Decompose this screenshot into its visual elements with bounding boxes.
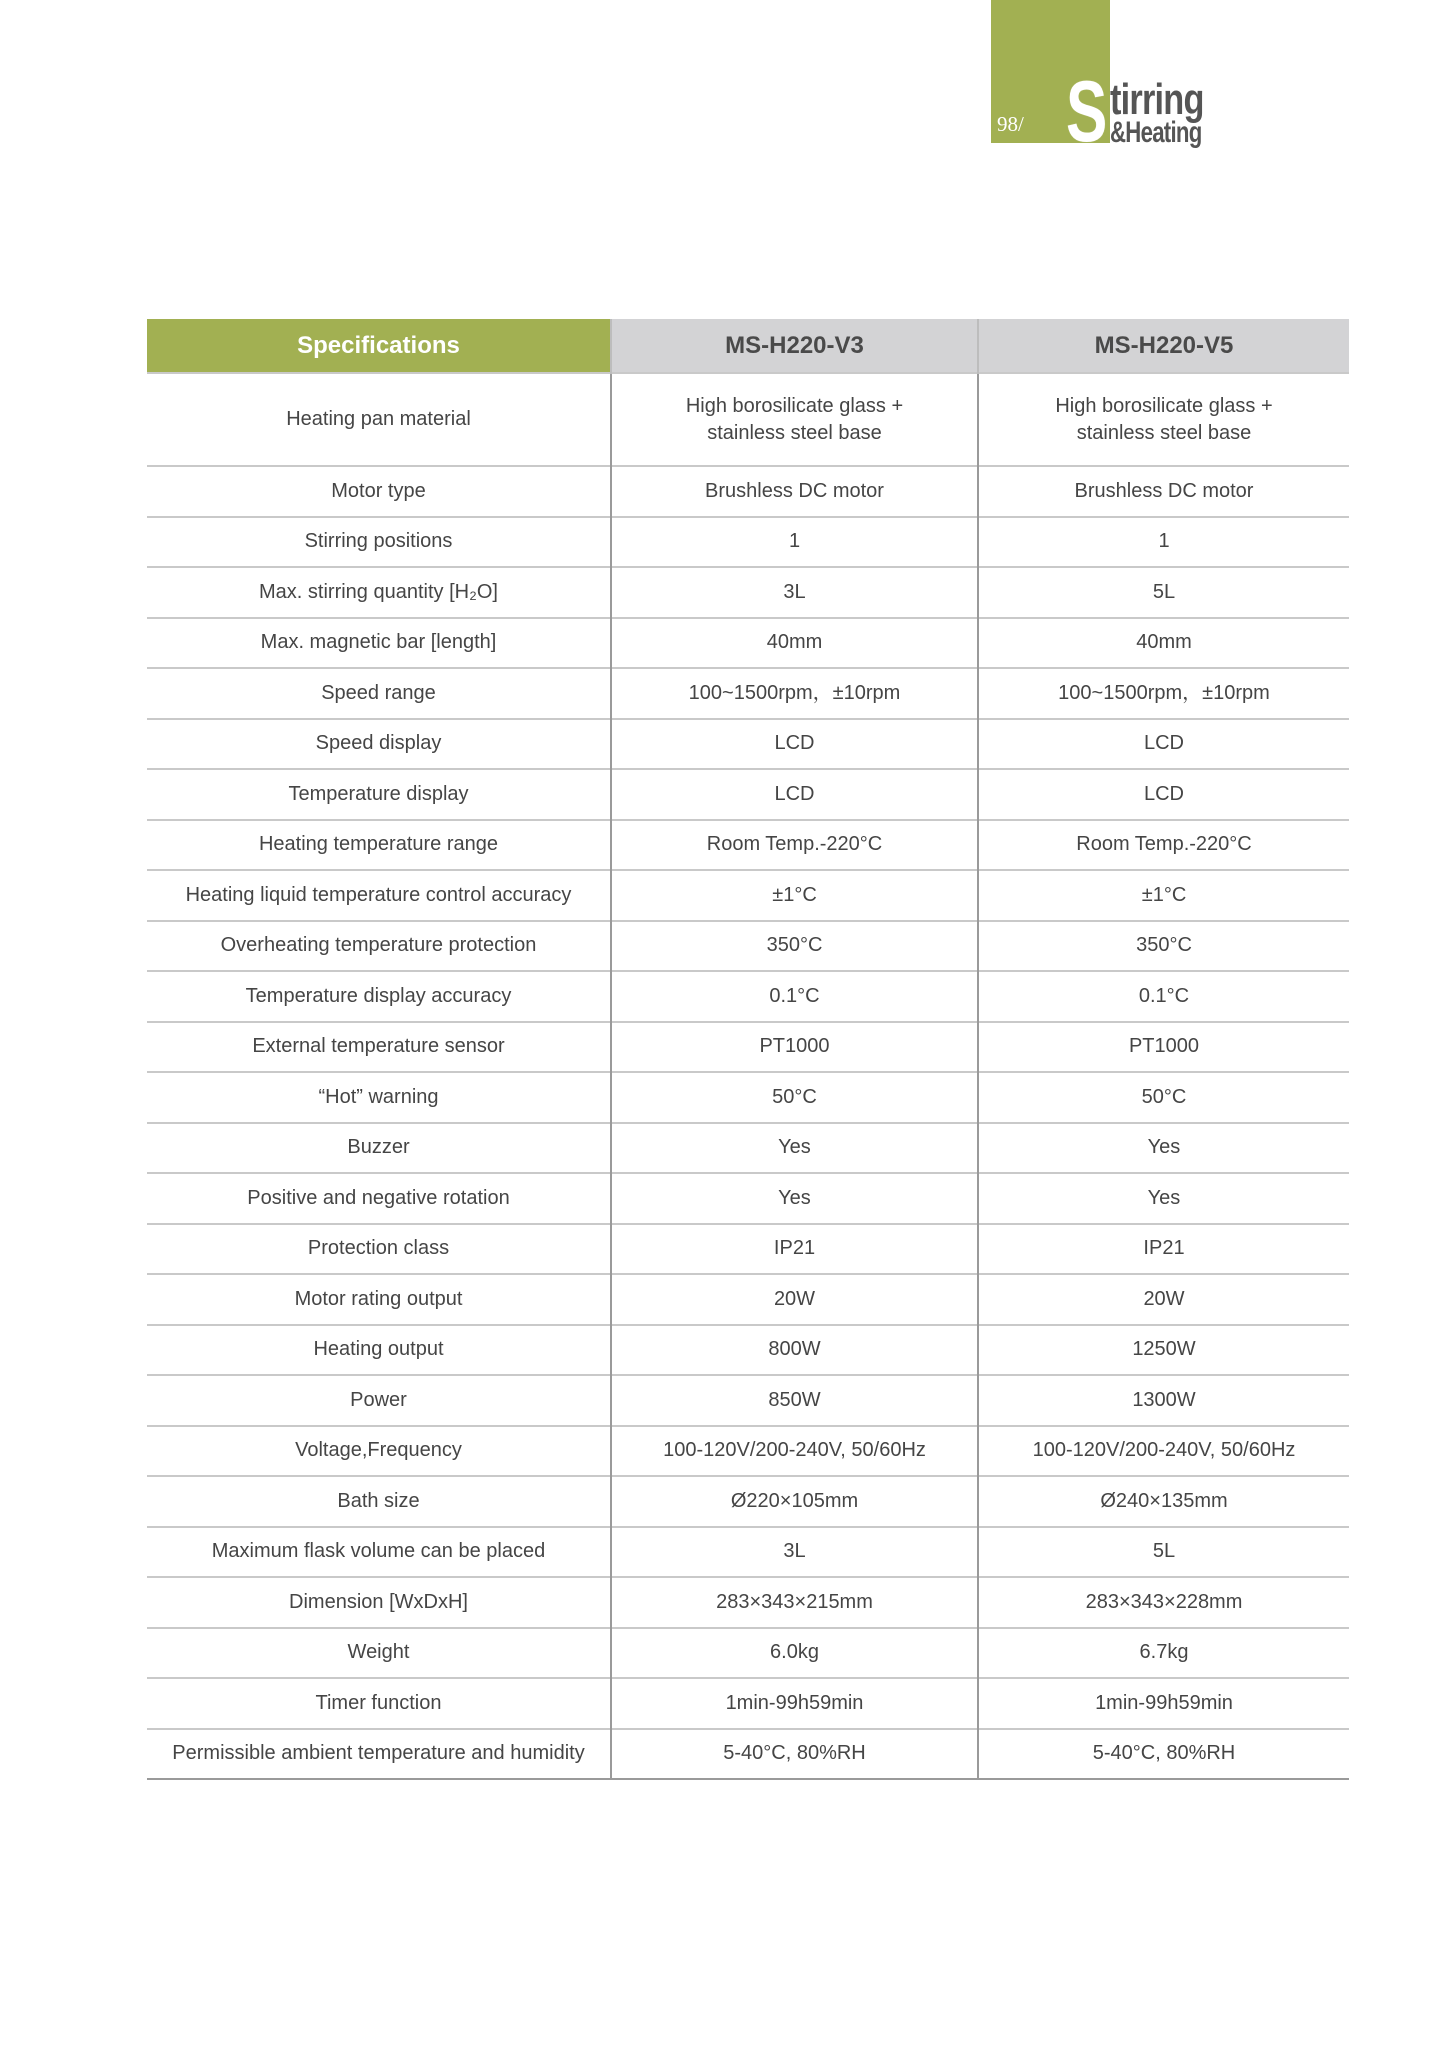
table-row [147,668,1349,719]
value-v3-cell: 5-40°C, 80%RH [611,1729,978,1780]
spec-label-cell: Timer function [147,1678,611,1729]
value-v3-cell: 283×343×215mm [611,1577,978,1628]
table-row [147,1577,1349,1628]
value-v5-cell: 1 [978,517,1349,568]
table-row [147,1022,1349,1073]
value-v5-cell: High borosilicate glass + stainless steel base [978,373,1349,466]
table-row [147,1476,1349,1527]
value-v3-cell: Yes [611,1173,978,1224]
brand-logo [1066,64,1246,160]
table-row [147,618,1349,669]
value-v5-cell: 5L [978,567,1349,618]
table-row [147,466,1349,517]
table-header-row [147,319,1349,373]
value-v5-cell: PT1000 [978,1022,1349,1073]
table-row [147,517,1349,568]
table-row [147,1527,1349,1578]
brand-logo-line2: &Heating [1110,116,1202,149]
spec-label-cell: Temperature display accuracy [147,971,611,1022]
spec-label-cell: Overheating temperature protection [147,921,611,972]
value-v3-cell: ±1°C [611,870,978,921]
value-v3-cell: 3L [611,1527,978,1578]
table-row [147,1426,1349,1477]
table-row [147,1678,1349,1729]
brand-logo-initial: S [1066,64,1108,160]
value-v5-cell: LCD [978,769,1349,820]
value-v3-cell: 1min-99h59min [611,1678,978,1729]
value-v5-cell: 5-40°C, 80%RH [978,1729,1349,1780]
value-v3-cell: High borosilicate glass + stainless steel base [611,373,978,466]
value-v5-cell: IP21 [978,1224,1349,1275]
value-v5-cell: Brushless DC motor [978,466,1349,517]
value-v5-cell: 1300W [978,1375,1349,1426]
value-v3-cell: PT1000 [611,1022,978,1073]
value-v5-cell: 50°C [978,1072,1349,1123]
table-row [147,971,1349,1022]
header-model-v3: MS-H220-V3 [611,319,978,373]
value-v3-cell: 20W [611,1274,978,1325]
page-number: 98/ [997,112,1024,136]
value-v3-cell: 6.0kg [611,1628,978,1679]
value-v5-cell: 0.1°C [978,971,1349,1022]
table-row [147,567,1349,618]
specifications-table [147,319,1349,1780]
spec-label-cell: Buzzer [147,1123,611,1174]
value-v3-cell: 40mm [611,618,978,669]
value-v3-cell: 0.1°C [611,971,978,1022]
value-v5-cell: LCD [978,719,1349,770]
spec-label-cell: Power [147,1375,611,1426]
value-v5-cell: 100-120V/200-240V, 50/60Hz [978,1426,1349,1477]
table-row [147,719,1349,770]
table-row [147,1628,1349,1679]
spec-label-cell: Maximum flask volume can be placed [147,1527,611,1578]
spec-label-cell: Speed display [147,719,611,770]
spec-label-cell: Max. stirring quantity [H₂O] [147,567,611,618]
table-row [147,1173,1349,1224]
table-row [147,921,1349,972]
table-row [147,1729,1349,1780]
spec-label-cell: Positive and negative rotation [147,1173,611,1224]
brand-logo-line1: tirring [1110,75,1204,124]
value-v3-cell: LCD [611,719,978,770]
value-v5-cell: 20W [978,1274,1349,1325]
spec-label-cell: “Hot” warning [147,1072,611,1123]
table-row [147,1274,1349,1325]
value-v3-cell: 3L [611,567,978,618]
spec-label-cell: Motor type [147,466,611,517]
spec-label-cell: Weight [147,1628,611,1679]
spec-label-cell: Voltage,Frequency [147,1426,611,1477]
table-row [147,1072,1349,1123]
value-v3-cell: 50°C [611,1072,978,1123]
value-v3-cell: Yes [611,1123,978,1174]
value-v3-cell: Ø220×105mm [611,1476,978,1527]
value-v5-cell: 1250W [978,1325,1349,1376]
value-v3-cell: 350°C [611,921,978,972]
value-v5-cell: 283×343×228mm [978,1577,1349,1628]
table-row [147,769,1349,820]
value-v5-cell: ±1°C [978,870,1349,921]
table-row [147,373,1349,466]
value-v5-cell: 40mm [978,618,1349,669]
spec-label-cell: Temperature display [147,769,611,820]
spec-label-cell: Speed range [147,668,611,719]
value-v5-cell: 100~1500rpm，±10rpm [978,668,1349,719]
value-v5-cell: 5L [978,1527,1349,1578]
value-v5-cell: 350°C [978,921,1349,972]
table-row [147,1325,1349,1376]
value-v5-cell: Ø240×135mm [978,1476,1349,1527]
table-row [147,1224,1349,1275]
spec-label-cell: Motor rating output [147,1274,611,1325]
spec-label-cell: External temperature sensor [147,1022,611,1073]
table-row [147,820,1349,871]
spec-label-cell: Heating pan material [147,373,611,466]
spec-label-cell: Heating output [147,1325,611,1376]
spec-label-cell: Bath size [147,1476,611,1527]
header-model-v5: MS-H220-V5 [978,319,1349,373]
value-v5-cell: 6.7kg [978,1628,1349,1679]
table-body [147,373,1349,1779]
spec-label-cell: Max. magnetic bar [length] [147,618,611,669]
value-v5-cell: Room Temp.-220°C [978,820,1349,871]
spec-label-cell: Permissible ambient temperature and humidity [147,1729,611,1780]
value-v3-cell: 100-120V/200-240V, 50/60Hz [611,1426,978,1477]
table-row [147,870,1349,921]
value-v3-cell: Brushless DC motor [611,466,978,517]
value-v3-cell: 100~1500rpm，±10rpm [611,668,978,719]
table-row [147,1375,1349,1426]
value-v3-cell: LCD [611,769,978,820]
spec-label-cell: Stirring positions [147,517,611,568]
value-v3-cell: 800W [611,1325,978,1376]
table-row [147,1123,1349,1174]
spec-label-cell: Heating temperature range [147,820,611,871]
spec-label-cell: Dimension [WxDxH] [147,1577,611,1628]
value-v3-cell: 850W [611,1375,978,1426]
value-v5-cell: Yes [978,1123,1349,1174]
spec-label-cell: Protection class [147,1224,611,1275]
value-v3-cell: 1 [611,517,978,568]
value-v5-cell: 1min-99h59min [978,1678,1349,1729]
value-v3-cell: Room Temp.-220°C [611,820,978,871]
header-specifications: Specifications [147,319,611,373]
value-v5-cell: Yes [978,1173,1349,1224]
spec-label-cell: Heating liquid temperature control accuracy [147,870,611,921]
value-v3-cell: IP21 [611,1224,978,1275]
